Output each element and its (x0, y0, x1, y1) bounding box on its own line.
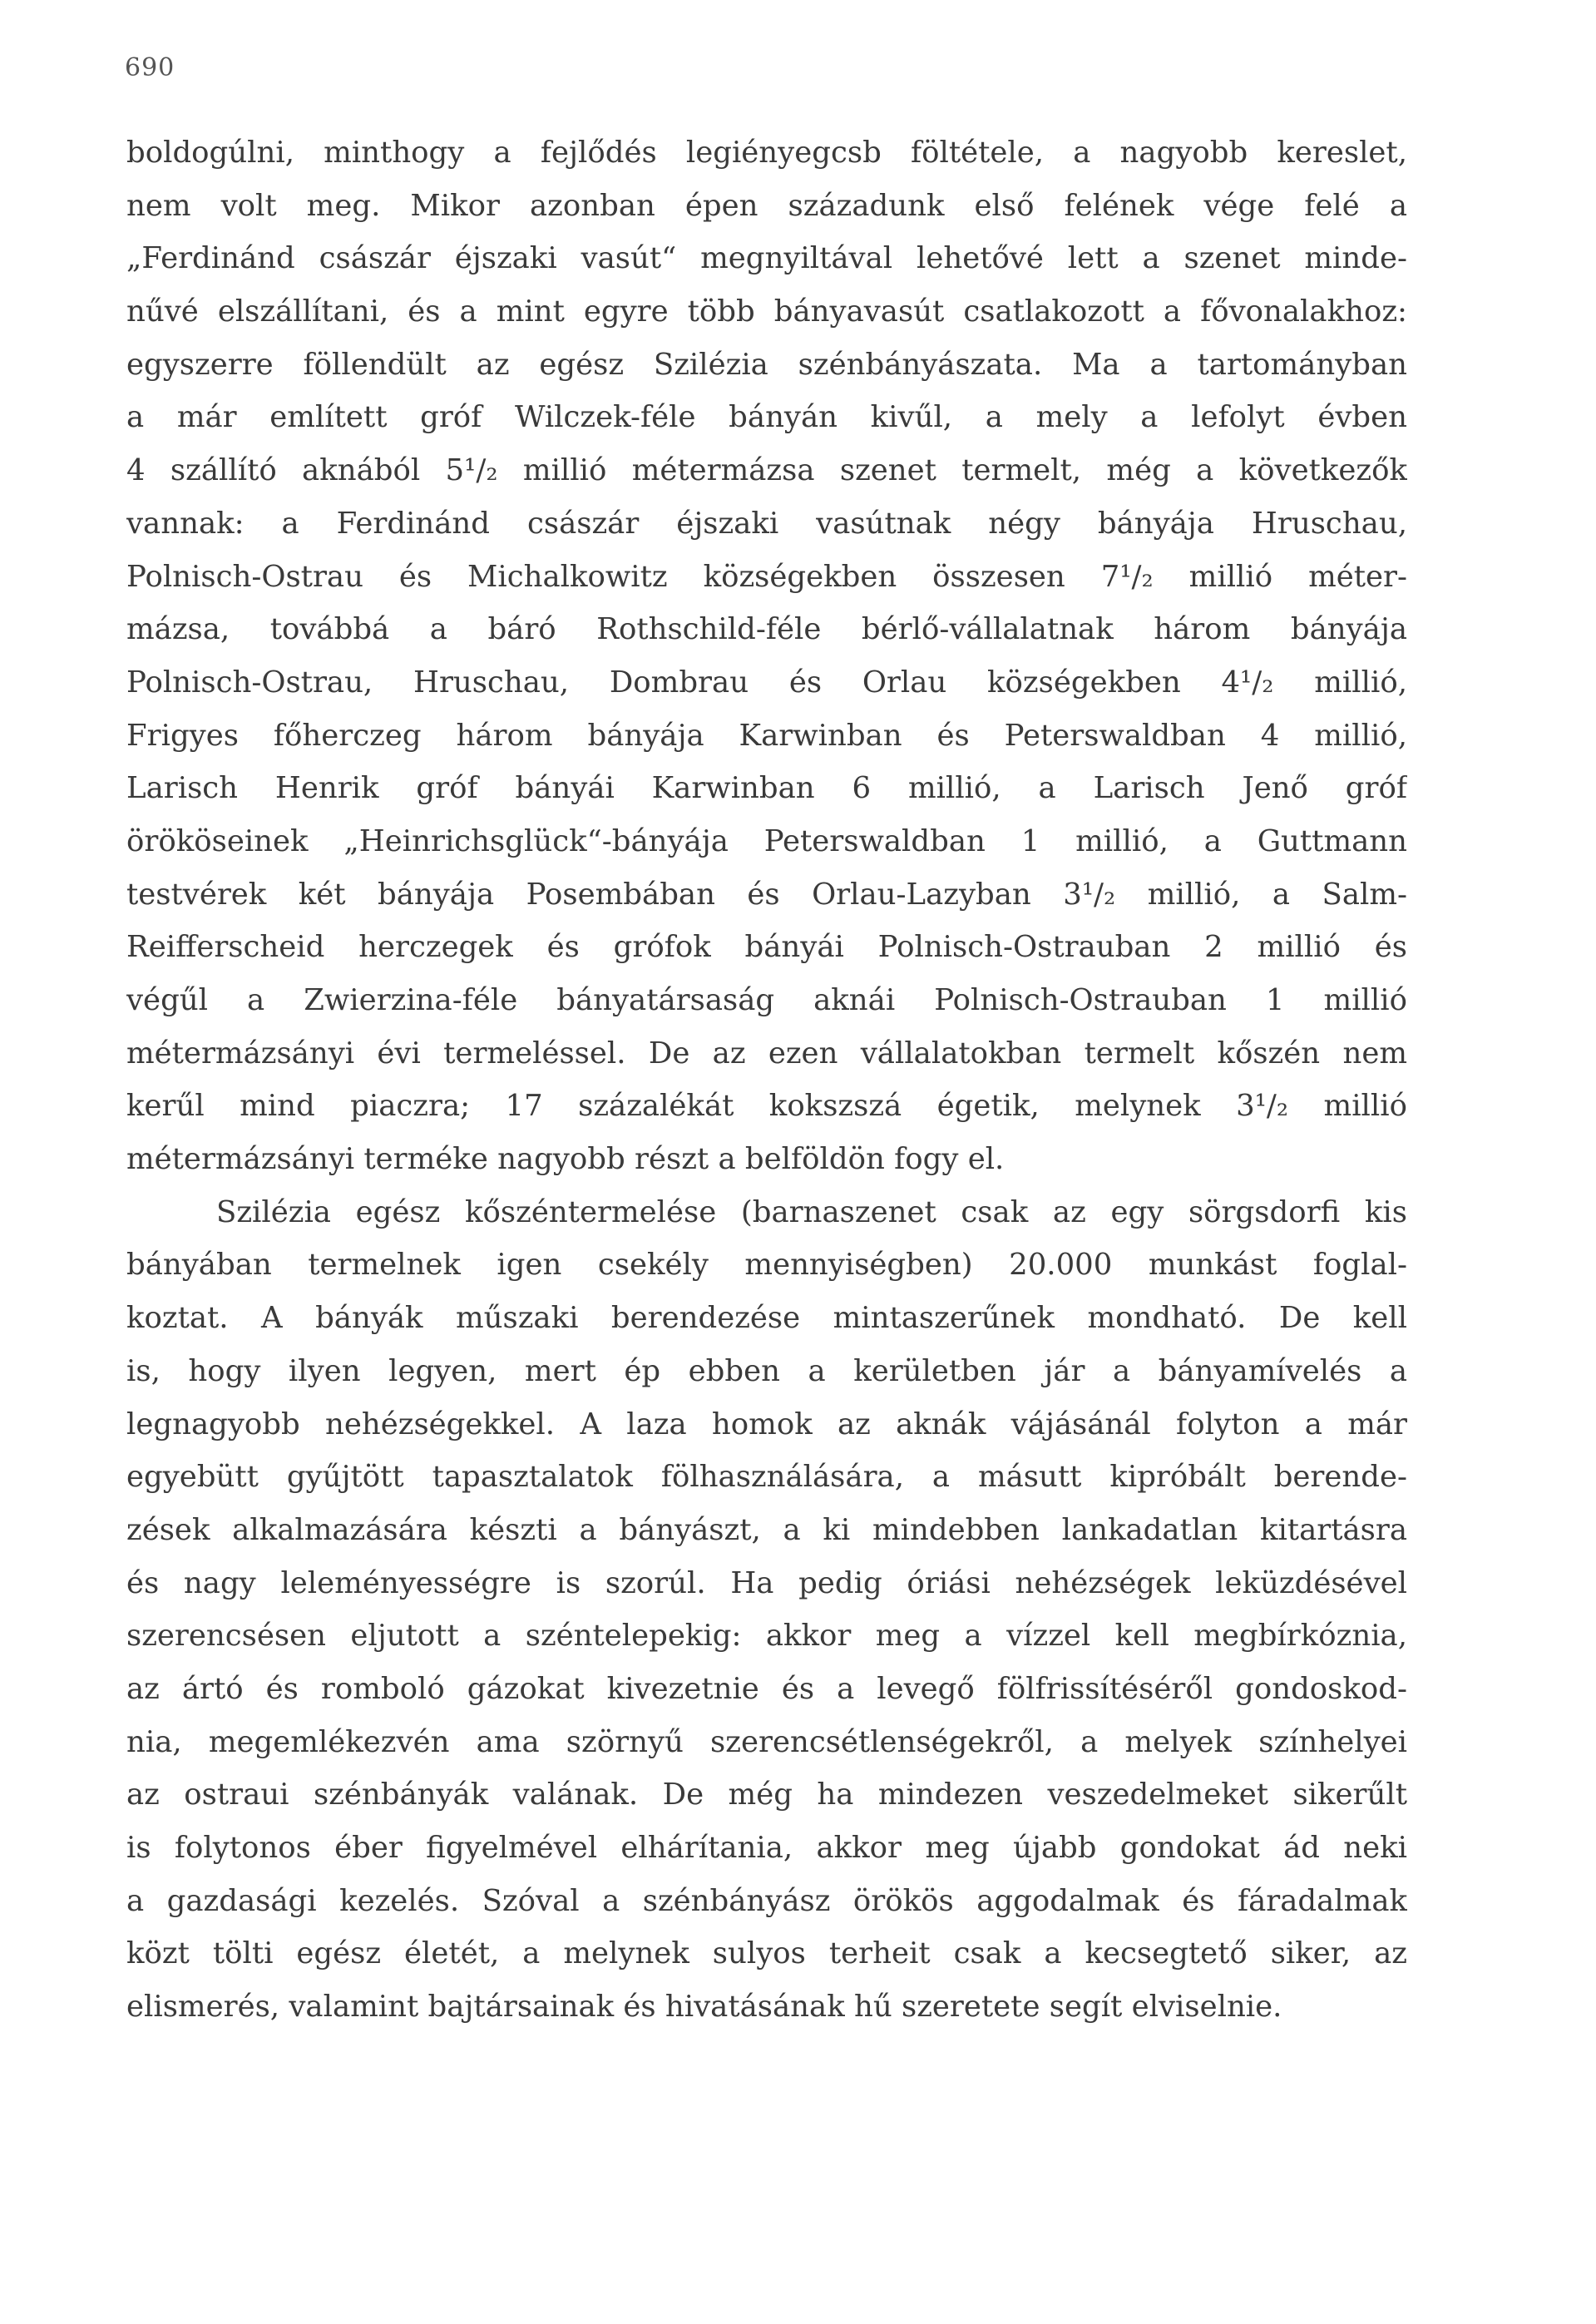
text-line: az ártó és romboló gázokat kivezetnie és a levegő fölfrissítéséről gondoskod- (126, 1671, 1407, 1706)
text-line: örököseinek „Heinrichsglück“-bányája Peterswaldban 1 millió, a Guttmann (126, 823, 1407, 858)
paragraph-1 (126, 126, 1407, 1186)
text-line: a gazdasági kezelés. Szóval a szénbányász örökös aggodalmak és fáradalmak (126, 1883, 1407, 1918)
paragraph-2 (126, 1186, 1407, 2034)
text-line: „Ferdinánd császár éjszaki vasút“ megnyiltával lehetővé lett a szenet minde- (126, 241, 1407, 276)
text-line: testvérek két bányája Posembában és Orlau-Lazyban 3¹/₂ millió, a Salm- (126, 877, 1407, 912)
text-line: a már említett gróf Wilczek-féle bányán kivűl, a mely a lefolyt évben (126, 400, 1407, 435)
text-line: koztat. A bányák műszaki berendezése mintaszerűnek mondható. De kell (126, 1301, 1407, 1336)
text-line: egyszerre föllendült az egész Szilézia szénbányászata. Ma a tartományban (126, 347, 1407, 382)
text-line: Szilézia egész kőszéntermelése (barnaszenet csak az egy sörgsdorfi kis (216, 1194, 1407, 1229)
text-line: Polnisch-Ostrau és Michalkowitz községekben összesen 7¹/₂ millió méter- (126, 559, 1407, 594)
text-line: az ostraui szénbányák valának. De még ha mindezen veszedelmeket sikerűlt (126, 1778, 1407, 1812)
text-line: Reifferscheid herczegek és grófok bányái Polnisch-Ostrauban 2 millió és (126, 930, 1407, 965)
text-line: zések alkalmazására készti a bányászt, a ki mindebben lankadatlan kitartásra (126, 1512, 1407, 1547)
text-line: métermázsányi terméke nagyobb részt a belföldön fogy el. (126, 1142, 1005, 1177)
text-line: egyebütt gyűjtött tapasztalatok fölhasználására, a másutt kipróbált berende- (126, 1460, 1407, 1495)
text-line: Larisch Henrik gróf bányái Karwinban 6 millió, a Larisch Jenő gróf (126, 771, 1407, 806)
text-line: is folytonos éber figyelmével elhárítania, akkor meg újabb gondokat ád neki (126, 1831, 1407, 1865)
text-line: elismerés, valamint bajtársainak és hivatásának hű szeretete segít elviselnie. (126, 1990, 1282, 2025)
text-line: kerűl mind piaczra; 17 százalékát kokszszá égetik, melynek 3¹/₂ millió (126, 1089, 1407, 1124)
page-number: 690 (125, 53, 175, 82)
body-text (126, 126, 1407, 2034)
text-line: mázsa, továbbá a báró Rothschild-féle bérlő-vállalatnak három bányája (126, 612, 1407, 647)
text-line: métermázsányi évi termeléssel. De az ezen vállalatokban termelt kőszén nem (126, 1036, 1407, 1071)
text-line: nűvé elszállítani, és a mint egyre több bányavasút csatlakozott a fővonalakhoz: (126, 294, 1407, 329)
text-line: legnagyobb nehézségekkel. A laza homok az aknák vájásánál folyton a már (126, 1407, 1407, 1441)
text-line: is, hogy ilyen legyen, mert ép ebben a kerületben jár a bányamívelés a (126, 1353, 1407, 1388)
text-line: bányában termelnek igen csekély mennyiségben) 20.000 munkást foglal- (126, 1248, 1407, 1283)
text-line: vannak: a Ferdinánd császár éjszaki vasútnak négy bányája Hruschau, (126, 506, 1407, 541)
text-line: boldogúlni, minthogy a fejlődés legiényegcsb föltétele, a nagyobb kereslet, (126, 136, 1407, 170)
text-line: szerencsésen eljutott a széntelepekig: akkor meg a vízzel kell megbírkóznia, (126, 1619, 1407, 1654)
text-line: Polnisch-Ostrau, Hruschau, Dombrau és Orlau községekben 4¹/₂ millió, (126, 665, 1407, 700)
text-line: Frigyes főherczeg három bányája Karwinban és Peterswaldban 4 millió, (126, 718, 1407, 753)
text-line: és nagy leleményességre is szorúl. Ha pedig óriási nehézségek leküzdésével (126, 1565, 1407, 1600)
text-line: 4 szállító aknából 5¹/₂ millió métermázsa szenet termelt, még a következők (126, 453, 1407, 488)
text-line: nem volt meg. Mikor azonban épen századunk első felének vége felé a (126, 188, 1407, 223)
text-line: közt tölti egész életét, a melynek sulyos terheit csak a kecsegtető siker, az (126, 1936, 1407, 1971)
text-line: végűl a Zwierzina-féle bányatársaság aknái Polnisch-Ostrauban 1 millió (126, 983, 1407, 1017)
text-line: nia, megemlékezvén ama szörnyű szerencsétlenségekről, a melyek színhelyei (126, 1724, 1407, 1759)
